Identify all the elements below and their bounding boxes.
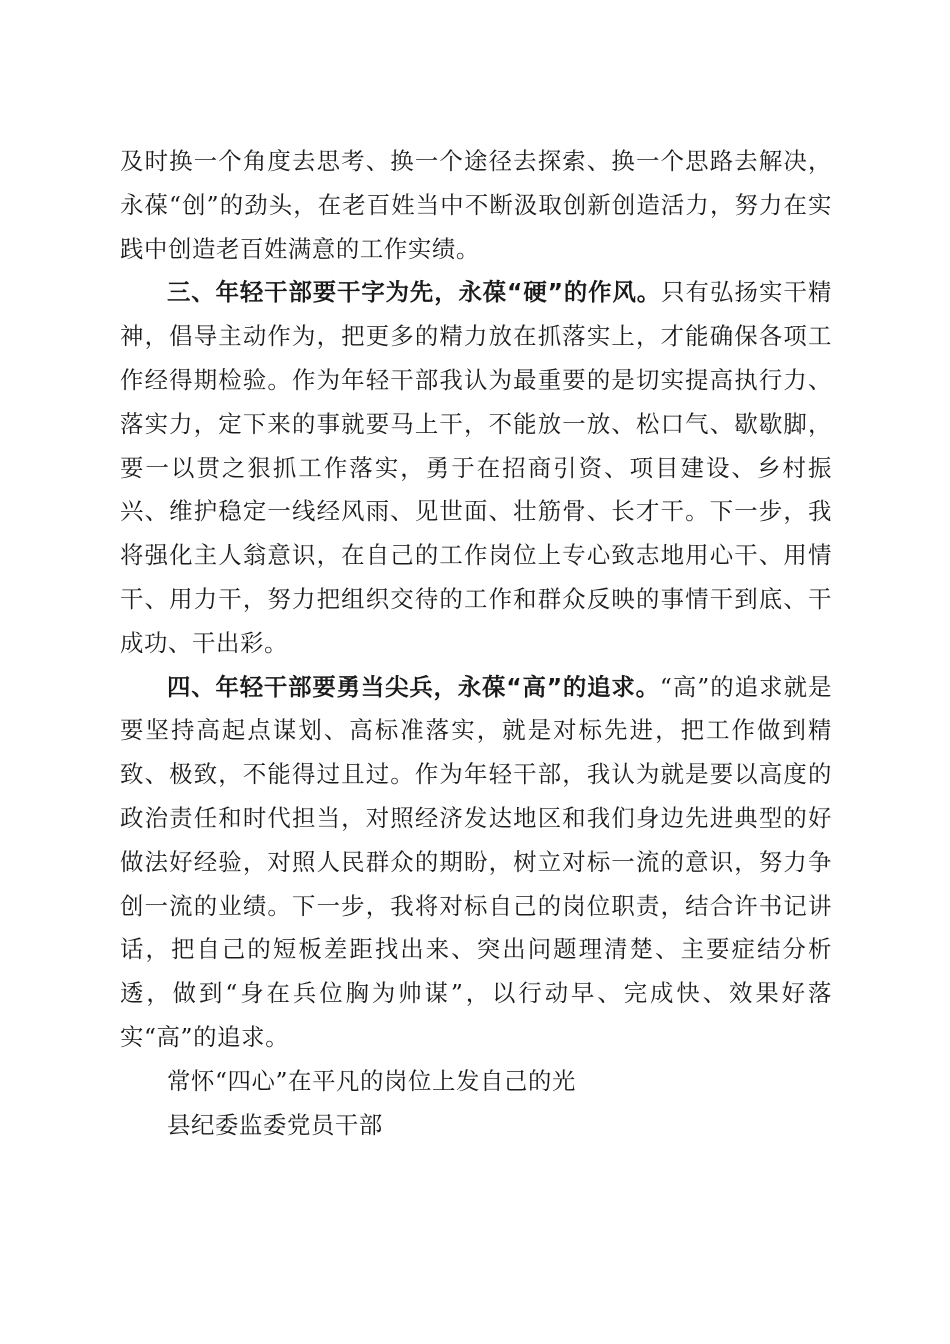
section-heading: 三、年轻干部要干字为先，永葆“硬”的作风。: [167, 278, 662, 307]
paragraph-text: 只有弘扬实干精神，倡导主动作为，把更多的精力放在抓落实上，才能确保各项工作经得期检验。作为年轻干部我认为最重要的是切实提高执行力、落实力，定下来的事就要马上干，不能放一放、松口气、歇歇脚，要一以贯之狠抓工作落实，勇于在招商引资、项目建设、乡村振兴、维护稳定一线经风雨、见世面、壮筋骨、长才干。下一步，我将强化主人翁意识，在自己的工作岗位上专心致志地用心干、用情干、用力干，努力把组织交待的工作和群众反映的事情干到底、干成功、干出彩。: [120, 278, 832, 657]
paragraph-section-three: [120, 271, 832, 665]
section-heading: 四、年轻干部要勇当尖兵，永葆“高”的追求。: [167, 672, 660, 701]
document-body: [120, 140, 832, 1147]
paragraph-continuation: [120, 140, 832, 271]
next-article-author: 县纪委监委党员干部: [167, 1110, 383, 1139]
next-article-title: 常怀“四心”在平凡的岗位上发自己的光: [167, 1066, 576, 1095]
paragraph-text: “高”的追求就是要坚持高起点谋划、高标准落实，就是对标先进，把工作做到精致、极致，不能得过且过。作为年轻干部，我认为就是要以高度的政治责任和时代担当，对照经济发达地区和我们身边先进典型的好做法好经验，对照人民群众的期盼，树立对标一流的意识，努力争创一流的业绩。下一步，我将对标自己的岗位职责，结合许书记讲话，把自己的短板差距找出来、突出问题理清楚、主要症结分析透，做到“身在兵位胸为帅谋”，以行动早、完成快、效果好落实“高”的追求。: [120, 672, 832, 1051]
paragraph-text: 及时换一个角度去思考、换一个途径去探索、换一个思路去解决，永葆“创”的劲头，在老百姓当中不断汲取创新创造活力，努力在实践中创造老百姓满意的工作实绩。: [120, 147, 832, 263]
paragraph-section-four: [120, 666, 832, 1060]
